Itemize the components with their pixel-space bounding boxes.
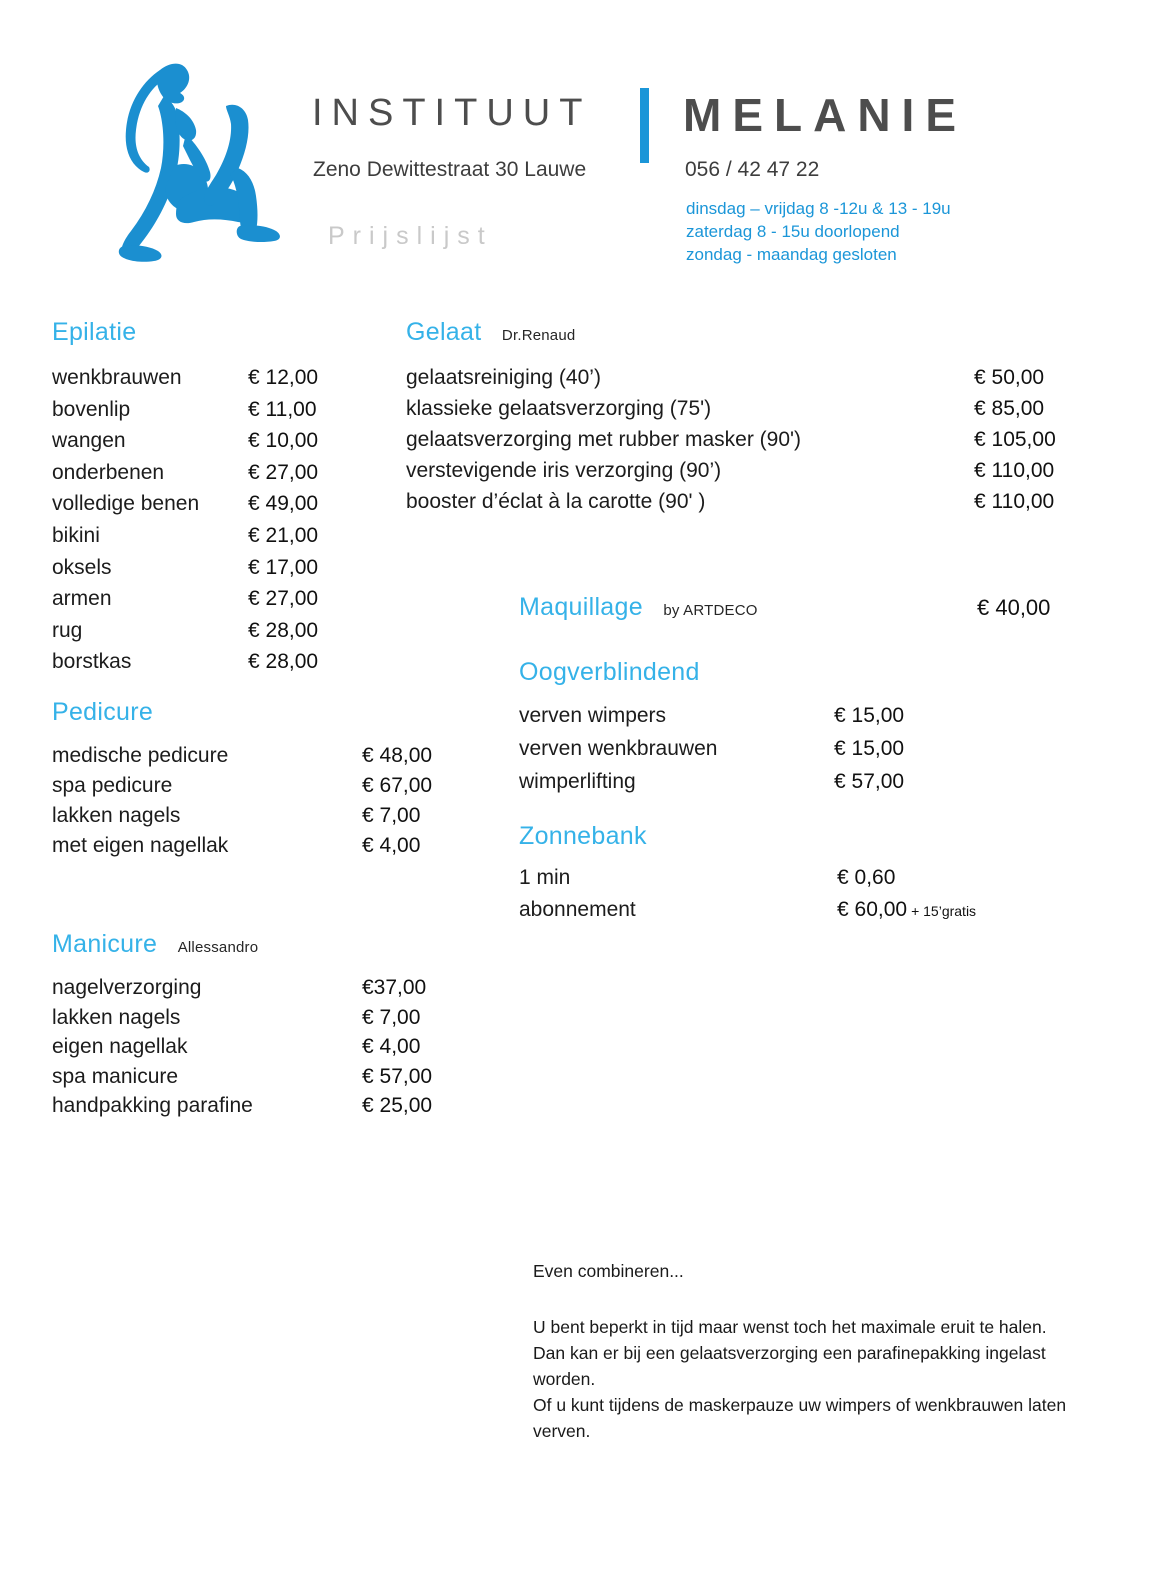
section-header (52, 930, 472, 964)
opening-hours-line: zondag - maandag gesloten (686, 245, 897, 264)
item-price: € 4,00 (362, 1035, 421, 1058)
item-label: medische pedicure (52, 744, 229, 767)
item-price: € 27,00 (248, 460, 319, 484)
price-row (519, 898, 1039, 930)
item-price: € 57,00 (362, 1064, 433, 1088)
section-title: Maquillage (519, 593, 643, 621)
item-price: € 110,00 (974, 490, 1055, 513)
price-row (52, 1065, 472, 1095)
price-rows (519, 866, 1039, 930)
footnote-block (533, 1258, 1113, 1444)
item-price: € 17,00 (248, 555, 319, 579)
item-label: armen (52, 587, 112, 611)
item-price: € 105,00 (974, 428, 1056, 451)
section-epilatie (52, 318, 412, 682)
price-row (52, 429, 412, 461)
item-price: € 10,00 (248, 429, 319, 453)
item-label: verven wimpers (519, 704, 667, 727)
section-title: Pedicure (52, 698, 154, 726)
section-header (52, 698, 472, 732)
price-row (52, 976, 472, 1006)
brand-address: Zeno Dewittestraat 30 Lauwe (313, 158, 587, 181)
item-label: gelaatsverzorging met rubber masker (90') (406, 428, 802, 451)
price-rows (52, 976, 472, 1124)
price-row (52, 804, 472, 834)
item-price: €37,00 (362, 976, 427, 999)
price-row (406, 366, 1106, 397)
item-label: eigen nagellak (52, 1035, 188, 1058)
footnote-body (533, 1314, 1113, 1444)
item-price: € 7,00 (362, 804, 421, 827)
item-label: booster d’éclat à la carotte (90' ) (406, 490, 706, 513)
item-label: borstkas (52, 650, 132, 674)
price-row (52, 774, 472, 804)
item-label: wenkbrauwen (52, 366, 182, 389)
item-price: € 60,00 (837, 898, 908, 921)
price-row (52, 556, 412, 588)
footnote-title: Even combineren... (533, 1261, 684, 1281)
item-price: € 25,00 (362, 1094, 433, 1117)
price-row (406, 397, 1106, 428)
price-row (52, 1006, 472, 1036)
seated-woman-silhouette-logo-icon (98, 48, 298, 278)
document-header (0, 0, 1158, 290)
price-row (406, 459, 1106, 490)
price-row (519, 770, 1019, 803)
opening-hours-line: zaterdag 8 - 15u doorlopend (686, 222, 900, 241)
item-price: € 11,00 (248, 397, 317, 421)
item-label: spa pedicure (52, 774, 173, 797)
price-row (519, 737, 1019, 770)
item-label: onderbenen (52, 460, 165, 484)
section-header (406, 318, 1106, 352)
item-label: spa manicure (52, 1064, 179, 1088)
item-price: € 28,00 (248, 650, 319, 674)
item-price: € 27,00 (248, 587, 319, 611)
price-row (406, 428, 1106, 459)
section-title: Zonnebank (519, 822, 647, 850)
section-oogverblindend (519, 658, 1019, 803)
item-price-wrap (837, 898, 976, 922)
section-header (519, 593, 1079, 627)
brand-institute-word: INSTITUUT (312, 92, 592, 134)
item-label: volledige benen (52, 492, 200, 516)
item-price: € 21,00 (248, 523, 319, 547)
section-header (519, 822, 1039, 856)
item-price: € 4,00 (362, 834, 421, 857)
section-manicure (52, 930, 472, 1124)
price-row (52, 744, 472, 774)
price-row (52, 650, 412, 682)
brand-phone-number: 056 / 42 47 22 (685, 158, 820, 181)
item-price-note: + 15’gratis (911, 903, 977, 919)
item-label: nagelverzorging (52, 976, 202, 999)
price-row (52, 524, 412, 556)
item-label: rug (52, 618, 83, 642)
item-label: bikini (52, 523, 100, 547)
item-price: € 0,60 (837, 866, 896, 889)
section-title: Epilatie (52, 318, 137, 346)
item-price: € 57,00 (834, 770, 905, 793)
item-price: € 48,00 (362, 744, 433, 767)
price-rows (406, 366, 1106, 521)
footnote-line: Dan kan er bij een gelaatsverzorging een parafinepakking ingelast (533, 1343, 1046, 1363)
item-price: € 12,00 (248, 366, 319, 389)
price-row (52, 492, 412, 524)
section-title: Gelaat (406, 318, 482, 346)
item-label: oksels (52, 555, 112, 579)
footnote-line: verven. (533, 1421, 591, 1441)
item-label: gelaatsreiniging (40’) (406, 366, 601, 389)
section-header (519, 658, 1019, 692)
item-price-wrap (837, 866, 895, 890)
price-row (52, 1035, 472, 1065)
item-label: lakken nagels (52, 1005, 181, 1029)
footnote-line: Of u kunt tijdens de maskerpauze uw wimpers of wenkbrauwen laten (533, 1395, 1067, 1415)
item-label: wimperlifting (519, 770, 636, 793)
price-rows (52, 744, 472, 864)
item-price: € 15,00 (834, 704, 905, 727)
section-zonnebank (519, 822, 1039, 930)
item-label: verstevigende iris verzorging (90’) (406, 459, 722, 482)
price-rows (52, 366, 412, 682)
price-row (52, 619, 412, 651)
item-label: handpakking parafine (52, 1094, 253, 1117)
price-row (52, 834, 472, 864)
section-maquillage (519, 593, 1079, 627)
section-pedicure (52, 698, 472, 864)
item-label: klassieke gelaatsverzorging (75') (406, 397, 712, 420)
item-label: 1 min (519, 866, 571, 889)
item-label: verven wenkbrauwen (519, 737, 718, 760)
opening-hours-line: dinsdag – vrijdag 8 -12u & 13 - 19u (686, 199, 951, 218)
item-label: bovenlip (52, 397, 131, 421)
section-header (52, 318, 412, 352)
price-row (519, 866, 1039, 898)
item-label: met eigen nagellak (52, 834, 229, 857)
section-title: Oogverblindend (519, 658, 700, 686)
price-row (519, 704, 1019, 737)
opening-hours (686, 197, 951, 266)
item-label: abonnement (519, 898, 636, 921)
price-row (52, 461, 412, 493)
section-price: € 40,00 (977, 595, 1051, 620)
price-row (406, 490, 1106, 521)
price-rows (519, 704, 1019, 803)
price-row (52, 398, 412, 430)
item-price: € 110,00 (974, 459, 1055, 482)
item-price: € 50,00 (974, 366, 1045, 389)
item-price: € 67,00 (362, 774, 433, 797)
footnote-line: U bent beperkt in tijd maar wenst toch het maximale eruit te halen. (533, 1317, 1047, 1337)
section-subtitle: Allessandro (177, 939, 259, 956)
price-row (52, 366, 412, 398)
brand-divider-bar (640, 88, 649, 163)
item-price: € 28,00 (248, 618, 319, 642)
section-gelaat (406, 318, 1106, 521)
footnote-line: worden. (533, 1369, 596, 1389)
item-label: wangen (52, 429, 126, 453)
brand-name-melanie: MELANIE (683, 89, 967, 141)
item-price: € 85,00 (974, 397, 1045, 420)
section-title: Manicure (52, 930, 158, 958)
item-price: € 7,00 (362, 1005, 421, 1029)
price-row (52, 587, 412, 619)
section-subtitle: Dr.Renaud (501, 327, 576, 344)
item-label: lakken nagels (52, 804, 181, 827)
item-price: € 15,00 (834, 737, 905, 760)
item-price: € 49,00 (248, 492, 319, 516)
page-title-prijslijst: Prijslijst (328, 222, 493, 250)
section-subtitle: by ARTDECO (663, 602, 758, 619)
price-row (52, 1094, 472, 1124)
